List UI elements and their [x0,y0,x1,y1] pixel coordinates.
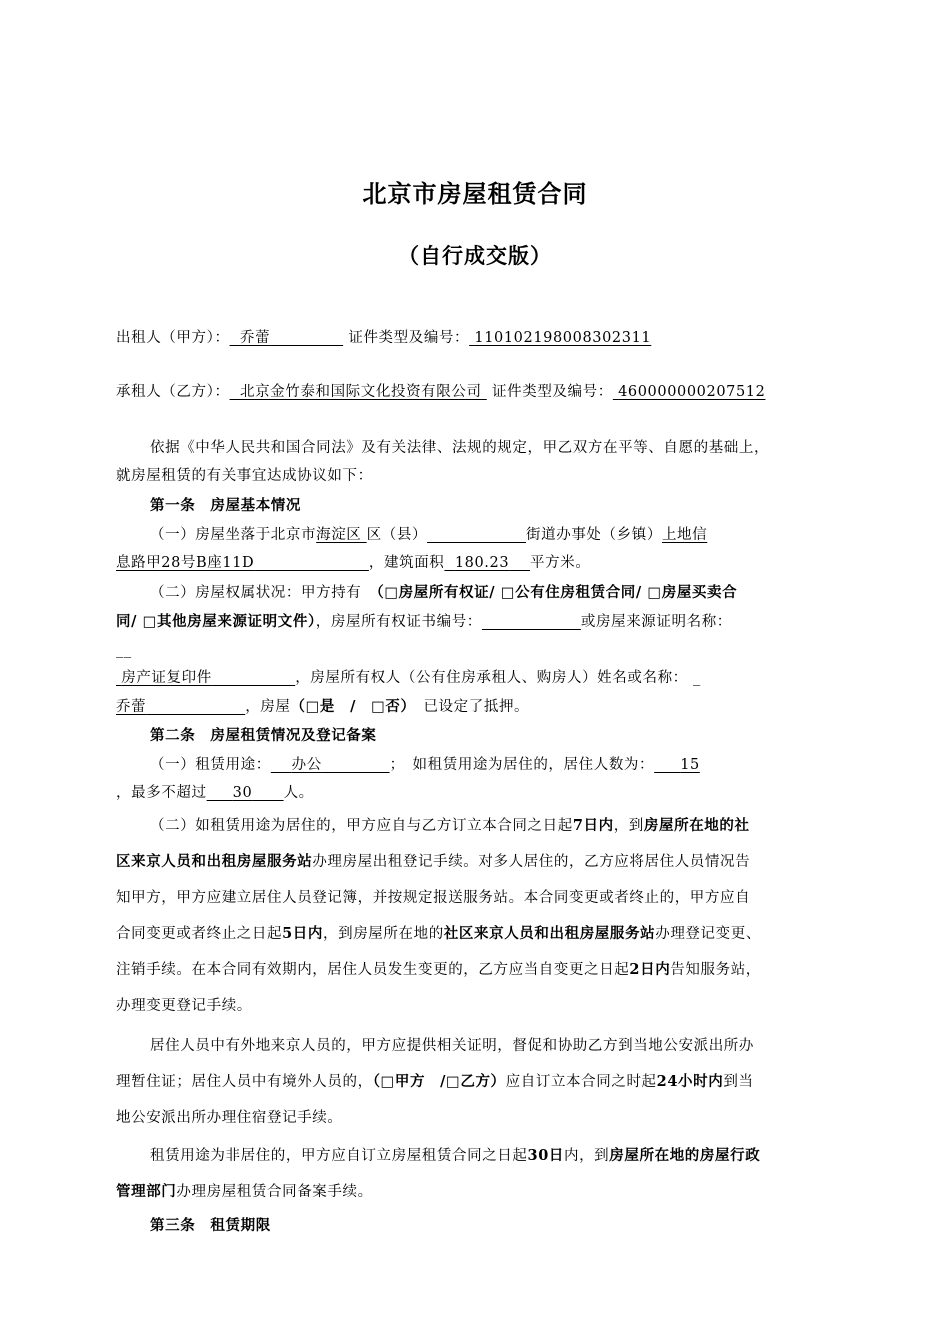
county-field [427,527,526,543]
lessor-id-label: 证件类型及编号： [348,330,470,346]
article1-heading: 第一条 房屋基本情况 [150,498,301,514]
para2-line6: 办理变更登记手续。 [116,998,252,1014]
use-field: 办公 [291,757,322,773]
source-doc-field: 房产证复印件 [121,670,212,686]
district-field: 海淀区 [316,527,362,543]
lessor-name: 乔蕾 [239,330,271,346]
para2-line4: 合同变更或者终止之日起5日内，到房屋所在地的社区来京人员和出租房屋服务站办理登记变更、 [116,925,761,942]
lessee-id-label: 证件类型及编号： [492,384,613,400]
article1-p2-line2: 同/ □其他房屋来源证明文件），房屋所有权证书编号： 或房屋来源证明名称： [116,613,732,630]
article3-heading: 第三条 租赁期限 [150,1218,271,1234]
para2-line2: 区来京人员和出租房屋服务站办理房屋出租登记手续。对多人居住的，乙方应将居住人员情况告 [116,853,751,870]
para3-line3: 地公安派出所办理住宿登记手续。 [116,1110,343,1126]
article1-p2-line5: 乔蕾 ，房屋（□是 / □否） 已设定了抵押。 [116,698,530,715]
article2-max-line: ，最多不超过 30 人。 [116,785,314,801]
para2-line3: 知甲方，甲方应建立居住人员登记簿，并按规定报送服务站。本合同变更或者终止的，甲方应自 [116,890,751,906]
ownership-options-1: （□房屋所有权证/ □公有住房租赁合同/ □房屋买卖合 [376,584,738,601]
owner-name-field: 乔蕾 [116,699,147,715]
lessee-id-number: 460000000207512 [618,384,766,400]
lessee-name: 北京金竹泰和国际文化投资有限公司 [239,384,482,400]
contract-title: 北京市房屋租赁合同 [362,180,588,208]
lessor-id-number: 110102198008302311 [474,330,652,346]
para3-line1: 居住人员中有外地来京人员的，甲方应提供相关证明，督促和协助乙方到当地公安派出所办 [150,1038,754,1054]
max-residents-field: 30 [232,785,253,801]
lessee-line [116,382,846,402]
preamble-line-2: 就房屋租赁的有关事宜达成协议如下： [116,468,373,484]
para3-line2: 理暂住证；居住人员中有境外人员的，（□甲方 /□乙方）应自订立本合同之时起24小时内到当 [116,1073,754,1090]
para2-line5: 注销手续。在本合同有效期内，居住人员发生变更的，乙方应当自变更之日起2日内告知服务站， [116,961,761,978]
ownership-options-2: 同/ □其他房屋来源证明文件） [116,613,316,630]
para2-line1: （二）如租赁用途为居住的，甲方应自与乙方订立本合同之日起7日内，到房屋所在地的社 [150,817,750,834]
article1-p1-line1: （一）房屋坐落于北京市海淀区 区（县） 街道办事处（乡镇）上地信 [150,527,708,543]
lessee-label: 承租人（乙方）： [116,384,230,400]
area-field: 180.23 [454,555,510,571]
source-dash: __ [116,642,132,658]
cert-number-field [482,614,581,630]
article2-use-line: （一）租赁用途： 办公 ； 如租赁用途为居住的，居住人数为： 15 [150,757,700,773]
lessor-line [116,328,846,348]
article1-p2-line1: （二）房屋权属状况：甲方持有 （□房屋所有权证/ □公有住房租赁合同/ □房屋买卖合 [150,584,738,601]
mortgage-options: （□是 / □否） [290,698,409,715]
article2-heading: 第二条 房屋租赁情况及登记备案 [150,728,377,744]
para4-line2: 管理部门办理房屋租赁合同备案手续。 [116,1183,373,1200]
residents-field: 15 [680,757,700,773]
contract-subtitle: （自行成交版） [398,244,552,268]
para4-line1: 租赁用途为非居住的，甲方应自订立房屋租赁合同之日起30日内，到房屋所在地的房屋行政 [150,1147,761,1164]
lessor-label: 出租人（甲方）： [116,330,230,346]
article1-p2-line3 [116,640,846,660]
article1-p1-line2: 息路甲28号B座11D ，建筑面积 180.23 平方米。 [116,555,591,571]
preamble-line-1: 依据《中华人民共和国合同法》及有关法律、法规的规定，甲乙双方在平等、自愿的基础上， [150,440,770,456]
street-field-part2: 息路甲28号B座11D [116,555,255,571]
article1-p2-line4: 房产证复印件 ，房屋所有权人（公有住房承租人、购房人）姓名或名称： _ [116,668,846,688]
street-field-part1: 上地信 [661,527,708,543]
